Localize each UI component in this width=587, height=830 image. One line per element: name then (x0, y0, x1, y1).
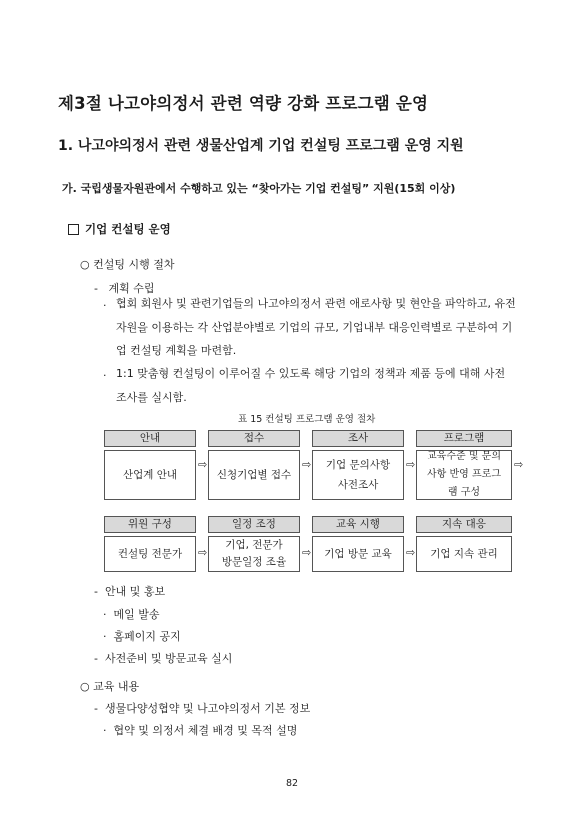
page-number: 82 (286, 778, 299, 789)
figure-caption: 표 15 컨설팅 프로그램 운영 절차 (238, 414, 376, 425)
middot-bullet-icon: · (103, 299, 107, 312)
arrow-right-icon: ⇨ (198, 458, 208, 471)
middot-bullet-icon: · (103, 608, 114, 621)
dash-bullet: - (94, 282, 109, 295)
section-title: 제3절 나고야의정서 관련 역량 강화 프로그램 운영 (58, 94, 429, 113)
education-item-label: 협약 및 의정서 체결 배경 및 목적 설명 (113, 724, 298, 737)
dash-bullet: - (94, 652, 105, 665)
promotion-title (94, 583, 165, 599)
flow-body: 기업 방문 교육 (312, 536, 404, 572)
box-heading (68, 221, 171, 237)
promotion-title-label: 안내 및 홍보 (104, 585, 166, 598)
education-item (103, 722, 297, 738)
flow-body: 산업계 안내 (104, 450, 196, 500)
flow-body: 기업 문의사항 사전조사 (312, 450, 404, 500)
subsection-title: 1. 나고야의정서 관련 생물산업계 기업 컨설팅 프로그램 운영 지원 (58, 138, 464, 154)
arrow-right-icon: ⇨ (302, 546, 312, 559)
flow-body: 컨설팅 전문가 (104, 536, 196, 572)
dash-bullet: - (94, 702, 105, 715)
arrow-right-icon: ⇨ (514, 458, 524, 471)
process-title-label: 컨설팅 시행 절차 (93, 258, 175, 271)
flow-head: 교육 시행 (312, 516, 404, 533)
flow-head: 일정 조정 (208, 516, 300, 533)
education-title-label: 교육 내용 (93, 680, 140, 693)
middot-bullet-icon: · (103, 724, 114, 737)
flow-body: 신청기업별 접수 (208, 450, 300, 500)
promotion-item (103, 606, 160, 622)
dash-bullet: - (94, 585, 105, 598)
flow-body: 교육수준 및 문의사항 반영 프로그램 구성 (416, 450, 512, 500)
flow-head: 위원 구성 (104, 516, 196, 533)
planning-text: 계획 수립 (108, 282, 155, 295)
promotion-item (103, 628, 181, 644)
item-title: 가. 국립생물자원관에서 수행하고 있는 “찾아가는 기업 컨설팅” 지원(15회 이상) (62, 182, 456, 195)
circle-bullet-icon: ○ (80, 258, 94, 271)
arrow-right-icon: ⇨ (198, 546, 208, 559)
arrow-right-icon: ⇨ (406, 546, 416, 559)
flow-head: 조사 (312, 430, 404, 447)
flow-head: 지속 대응 (416, 516, 512, 533)
planning-bullet-2: 1:1 맞춤형 컨설팅이 이루어질 수 있도록 해당 기업의 정책과 제품 등에 대해 사전 조사를 실시함. (116, 367, 506, 404)
preparation-item (94, 650, 232, 666)
circle-bullet-icon: ○ (80, 680, 94, 693)
flow-head: 접수 (208, 430, 300, 447)
planning-bullet-1: 협회 회원사 및 관련기업들의 나고야의정서 관련 애로사항 및 현안을 파악하고, 유전자원을 이용하는 각 산업분야별로 기업의 규모, 기업내부 대응인력별로 구분하여 기업 컨설팅 계획을 마련함. (116, 297, 516, 357)
education-sub-label: 생물다양성협약 및 나고야의정서 기본 정보 (104, 702, 311, 715)
arrow-right-icon: ⇨ (302, 458, 312, 471)
flow-body: 기업, 전문가 방문일정 조율 (208, 536, 300, 572)
square-bullet-icon (68, 224, 79, 235)
flow-body: 기업 지속 관리 (416, 536, 512, 572)
promotion-item-label: 메일 발송 (113, 608, 160, 621)
education-sub (94, 700, 310, 716)
flow-head: 프로그램 (416, 430, 512, 447)
promotion-item-label: 홈페이지 공지 (113, 630, 181, 643)
middot-bullet-icon: · (103, 630, 114, 643)
middot-bullet-icon: · (103, 369, 107, 382)
arrow-right-icon: ⇨ (406, 458, 416, 471)
flow-head: 안내 (104, 430, 196, 447)
preparation-label: 사전준비 및 방문교육 실시 (104, 652, 233, 665)
box-heading-label: 기업 컨설팅 운영 (85, 222, 171, 236)
process-title (80, 256, 174, 272)
education-title (80, 678, 139, 694)
